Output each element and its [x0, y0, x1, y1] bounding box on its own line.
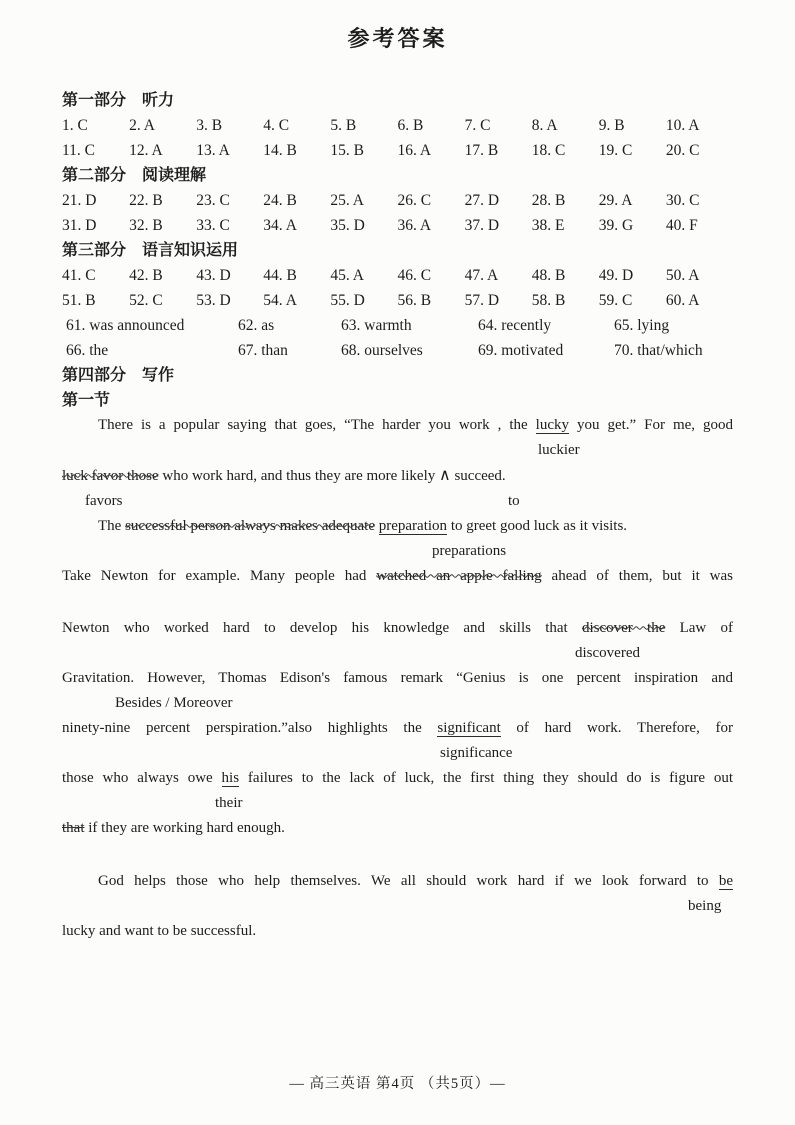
answer-cell: 26. C: [397, 192, 432, 209]
section-heading-language-use: 第三部分 语言知识运用: [62, 242, 239, 259]
essay-text: God helps those who help themselves. We all should work hard if we look forward to: [98, 873, 719, 889]
answer-cell: 1. C: [62, 117, 88, 134]
answer-cell: 39. G: [598, 217, 634, 234]
answer-cell: 9. B: [598, 117, 625, 134]
answer-cell: 8. A: [531, 117, 558, 134]
answers-row-fill-2: [62, 338, 733, 363]
answer-cell: 49. D: [598, 267, 634, 284]
answer-cell: 41. C: [62, 267, 96, 284]
essay-correction-line: [62, 539, 733, 564]
answers-row-reading-1: [62, 188, 733, 213]
marked-text-underline: significant: [437, 720, 501, 736]
answer-cell: 11. C: [62, 142, 96, 159]
marked-text-underline: be: [718, 873, 733, 889]
essay-text-line: [62, 716, 733, 741]
essay-text: you get.” For me, good: [569, 417, 733, 433]
answer-cell: 3. B: [196, 117, 223, 134]
essay-gap: [62, 589, 733, 616]
answer-cell: 40. F: [665, 217, 698, 234]
answer-cell: 23. C: [196, 192, 230, 209]
correction-text: significance: [440, 745, 513, 761]
answer-cell: 62. as: [238, 317, 275, 334]
answer-cell: 16. A: [397, 142, 432, 159]
answer-cell: 34. A: [263, 217, 297, 234]
answer-cell: 46. C: [397, 267, 432, 284]
answer-cell: 50. A: [665, 267, 700, 284]
essay-with-corrections: [62, 413, 733, 944]
answer-cell: 33. C: [196, 217, 230, 234]
correction-text: Besides / Moreover: [115, 695, 233, 711]
answer-cell: 20. C: [665, 142, 700, 159]
essay-text-line: [62, 413, 733, 438]
answer-cell: 29. A: [598, 192, 633, 209]
correction-text: preparations: [432, 543, 507, 559]
answer-cell: 5. B: [330, 117, 357, 134]
essay-correction-line: [62, 741, 733, 766]
answer-cell: 54. A: [263, 292, 297, 309]
essay-correction-line: [62, 489, 733, 514]
essay-text-line: [62, 463, 733, 489]
answer-cell: 10. A: [665, 117, 700, 134]
answer-cell: 30. C: [665, 192, 700, 209]
answer-cell: 27. D: [464, 192, 500, 209]
answer-cell: 52. C: [129, 292, 163, 309]
answer-cell: 37. D: [464, 217, 500, 234]
answer-cell: 61. was announced: [66, 317, 185, 334]
essay-correction-line: [62, 691, 733, 716]
marked-text-underline: his: [221, 770, 240, 786]
essay-text: of hard work. Therefore, for: [500, 720, 733, 736]
answer-cell: 67. than: [238, 342, 288, 359]
answers-row-reading-2: [62, 213, 733, 238]
essay-text-line: [62, 514, 733, 539]
essay-text: lucky and want to be successful.: [62, 923, 257, 939]
answer-cell: 70. that/which: [614, 342, 703, 359]
marked-text-scribble: discover the: [581, 620, 666, 636]
correction-text: favors: [85, 493, 123, 509]
marked-text-strike: that: [62, 820, 85, 836]
section-heading-writing: 第四部分 写作: [62, 367, 175, 384]
essay-text: ninety-nine percent perspiration.”also highlights the: [62, 720, 438, 736]
answer-cell: 65. lying: [614, 317, 670, 334]
essay-text: Gravitation. However, Thomas Edison's famous remark “Genius is one percent inspiration and: [62, 670, 733, 686]
essay-text-line: [62, 869, 733, 894]
essay-text: ahead of them, but it was: [541, 568, 733, 584]
answer-cell: 57. D: [464, 292, 500, 309]
answers-row-language-2: [62, 288, 733, 313]
answer-cell: 56. B: [397, 292, 432, 309]
correction-text: being: [688, 898, 722, 914]
answer-cell: 58. B: [531, 292, 566, 309]
answer-cell: 12. A: [129, 142, 163, 159]
section-heading-listening: 第一部分 听力: [62, 92, 175, 109]
essay-text: succeed.: [450, 468, 506, 484]
answer-cell: 68. ourselves: [341, 342, 423, 359]
essay-text: Law of: [665, 620, 733, 636]
answer-cell: 28. B: [531, 192, 566, 209]
essay-text: Newton who worked hard to develop his knowledge and skills that: [62, 620, 582, 636]
answer-cell: 59. C: [598, 292, 633, 309]
essay-text: to greet good luck as it visits.: [447, 518, 628, 534]
essay-text: Take Newton for example. Many people had: [62, 568, 377, 584]
page-footer: — 高三英语 第4页 （共5页）—: [289, 1076, 506, 1092]
answer-cell: 63. warmth: [341, 317, 412, 334]
answer-cell: 43. D: [196, 267, 231, 284]
essay-gap: [62, 841, 733, 869]
essay-text-line: [62, 666, 733, 691]
essay-text: those who always owe: [62, 770, 222, 786]
essay-text-line: [62, 616, 733, 641]
answer-cell: 47. A: [464, 267, 499, 284]
answer-cell: 19. C: [598, 142, 633, 159]
answer-cell: 2. A: [129, 117, 155, 134]
marked-text-scribble: watched an apple falling: [376, 568, 542, 584]
marked-text-underline: preparation: [378, 518, 448, 534]
answers-row-language-1: [62, 263, 733, 288]
essay-text: who work hard, and thus they are more likely: [158, 468, 439, 484]
essay-correction-line: [62, 791, 733, 816]
answer-cell: 21. D: [62, 192, 97, 209]
answer-cell: 69. motivated: [478, 342, 564, 359]
marked-text-scribble: luck favor those: [62, 468, 159, 484]
answer-cell: 53. D: [196, 292, 231, 309]
essay-text: failures to the lack of luck, the first thing they should do is figure out: [239, 770, 733, 786]
answer-cell: 55. D: [330, 292, 365, 309]
answers-row-fill-1: [62, 313, 733, 338]
writing-section1-label: 第一节: [62, 392, 111, 409]
answer-cell: 6. B: [397, 117, 424, 134]
answer-cell: 35. D: [330, 217, 365, 234]
answer-cell: 45. A: [330, 267, 364, 284]
answer-cell: 60. A: [665, 292, 700, 309]
essay-correction-line: [62, 438, 733, 463]
answer-cell: 18. C: [531, 142, 566, 159]
answers-row-listening-2: [62, 138, 733, 163]
essay-text: There is a popular saying that goes, “The harder you work , the: [98, 417, 536, 433]
essay-text-line: [62, 919, 733, 944]
answer-cell: 51. B: [62, 292, 96, 309]
essay-text-line: [62, 766, 733, 791]
marked-text-caret: ∧: [438, 467, 451, 484]
answer-cell: 36. A: [397, 217, 432, 234]
answer-cell: 13. A: [196, 142, 230, 159]
answer-cell: 44. B: [263, 267, 297, 284]
answer-cell: 48. B: [531, 267, 566, 284]
marked-text-underline: lucky: [535, 417, 569, 433]
answer-cell: 64. recently: [478, 317, 552, 334]
answer-cell: 32. B: [129, 217, 163, 234]
essay-correction-line: [62, 894, 733, 919]
answer-cell: 42. B: [129, 267, 163, 284]
answer-cell: 17. B: [464, 142, 499, 159]
answer-cell: 15. B: [330, 142, 364, 159]
correction-text: to: [508, 493, 520, 509]
correction-text: discovered: [575, 645, 640, 661]
answer-cell: 31. D: [62, 217, 97, 234]
answer-cell: 14. B: [263, 142, 297, 159]
answer-cell: 22. B: [129, 192, 163, 209]
essay-text-line: [62, 564, 733, 589]
answer-cell: 4. C: [263, 117, 290, 134]
essay-text: if they are working hard enough.: [84, 820, 285, 836]
answer-cell: 66. the: [66, 342, 109, 359]
page-title: 参考答案: [347, 26, 448, 51]
marked-text-scribble: successful person always makes adequate: [125, 518, 375, 534]
answer-cell: 24. B: [263, 192, 297, 209]
essay-text-line: [62, 816, 733, 841]
essay-correction-line: [62, 641, 733, 666]
answer-cell: 7. C: [464, 117, 491, 134]
answers-row-listening-1: [62, 113, 733, 138]
section-heading-reading: 第二部分 阅读理解: [62, 167, 207, 184]
answer-cell: 25. A: [330, 192, 364, 209]
essay-text: The: [98, 518, 126, 534]
correction-text: their: [215, 795, 243, 811]
answer-cell: 38. E: [531, 217, 565, 234]
correction-text: luckier: [538, 442, 580, 458]
